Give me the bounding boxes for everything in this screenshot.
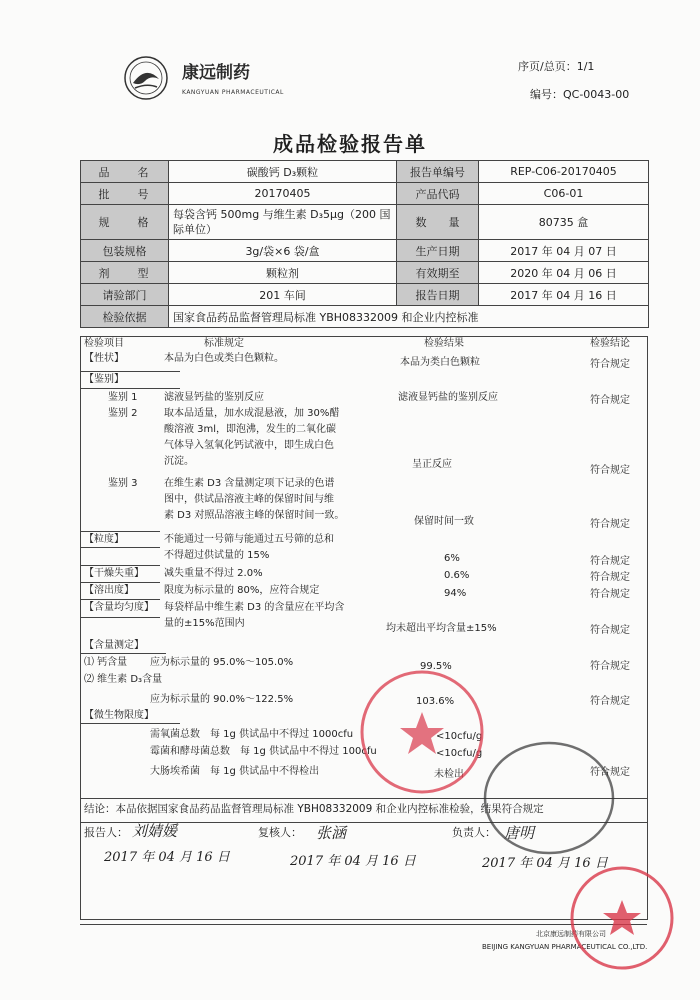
col-header-conclusion: 检验结论 (590, 338, 630, 349)
uniformity-standard-line1: 每袋样品中维生素 D3 的含量应在平均含 (164, 602, 345, 613)
assay1-result: 99.5% (420, 661, 452, 672)
footer-company-cn: 北京康远制药有限公司 (536, 930, 606, 938)
ident1-label: 鉴别 1 (108, 392, 138, 403)
quantity-label: 数 量 (397, 205, 479, 240)
reviewer-label: 复核人： (258, 826, 302, 839)
ident3-result: 保留时间一致 (414, 516, 474, 527)
report-date-label: 报告日期 (397, 284, 479, 306)
divider (80, 599, 160, 600)
ident3-standard-line3: 素 D3 对照品溶液主峰的保留时间一致。 (164, 510, 345, 521)
ident2-standard-line3: 气体导入氢氧化钙试液中，即生成白色 (164, 440, 334, 451)
product-name-value: 碳酸钙 D₃颗粒 (169, 161, 397, 183)
dissolution-result: 94% (444, 588, 467, 599)
uniformity-label: 【含量均匀度】 (84, 602, 154, 613)
assay2-result: 103.6% (416, 696, 455, 707)
divider (80, 547, 160, 548)
reporter-date: 2017 年 04 月 16 日 (104, 850, 230, 865)
dissolution-standard: 限度为标示量的 80%，应符合规定 (164, 585, 320, 596)
micro3-result: 未检出 (434, 769, 464, 780)
granularity-standard-line1: 不能通过一号筛与能通过五号筛的总和 (164, 534, 334, 545)
ident2-label: 鉴别 2 (108, 408, 138, 419)
col-header-result: 检验结果 (424, 338, 464, 349)
divider (80, 565, 160, 566)
owner-signature: 唐明 (504, 824, 535, 842)
ident2-standard-line2: 酸溶液 3ml，即泡沸，发生的二氧化碳 (164, 424, 337, 435)
granularity-conclusion: 符合规定 (590, 556, 630, 567)
dept-value: 201 车间 (169, 284, 397, 306)
micro3-standard: 大肠埃希菌 每 1g 供试品中不得检出 (150, 766, 320, 777)
divider (80, 371, 180, 372)
divider (80, 617, 160, 618)
spec-value: 每袋含钙 500mg 与维生素 D₃5μg（200 国际单位） (169, 205, 397, 240)
package-value: 3g/袋×6 袋/盒 (169, 240, 397, 262)
table-row (81, 262, 649, 284)
table-row (81, 161, 649, 183)
batch-label: 批 号 (81, 183, 169, 205)
ident3-standard-line2: 图中，供试品溶液主峰的保留时间与维 (164, 494, 334, 505)
uniformity-standard-line2: 量的±15%范围内 (164, 618, 245, 629)
owner-date: 2017 年 04 月 16 日 (482, 856, 608, 871)
assay2-conclusion: 符合规定 (590, 696, 630, 707)
reporter-label: 报告人： (84, 826, 128, 839)
form-label: 剂 型 (81, 262, 169, 284)
product-info-table (80, 160, 649, 328)
basis-label: 检验依据 (81, 306, 169, 328)
granularity-result: 6% (444, 553, 460, 564)
dissolution-label: 【溶出度】 (84, 585, 134, 596)
col-header-standard: 标准规定 (204, 338, 244, 349)
page-number: 序页/总页：1/1 (518, 60, 595, 73)
appearance-standard: 本品为白色或类白色颗粒。 (164, 353, 284, 364)
assay2-standard: 应为标示量的 90.0%～122.5% (150, 694, 294, 705)
product-name-label: 品 名 (81, 161, 169, 183)
col-header-item: 检验项目 (84, 338, 124, 349)
ident2-result: 呈正反应 (412, 459, 452, 470)
ident1-conclusion: 符合规定 (590, 395, 630, 406)
conclusion-text: 结论：本品依据国家食品药品监督管理局标准 YBH08332009 和企业内控标准检验，结果符合规定 (84, 803, 544, 815)
table-row (81, 306, 649, 328)
batch-value: 20170405 (169, 183, 397, 205)
appearance-result: 本品为类白色颗粒 (400, 357, 480, 368)
micro-conclusion: 符合规定 (590, 767, 630, 778)
reviewer-date: 2017 年 04 月 16 日 (290, 854, 416, 869)
assay1-standard: 应为标示量的 95.0%～105.0% (150, 657, 294, 668)
table-row (81, 205, 649, 240)
micro2-result: <10cfu/g (436, 748, 483, 759)
report-no-value: REP-C06-20170405 (479, 161, 649, 183)
kangyuan-logo-icon (123, 55, 169, 101)
assay-label: 【含量测定】 (84, 640, 144, 651)
dept-label: 请验部门 (81, 284, 169, 306)
granularity-standard-line2: 不得超过供试量的 15% (164, 550, 270, 561)
assay2-label: ⑵ 维生素 D₃含量 (84, 674, 163, 685)
report-date-value: 2017 年 04 月 16 日 (479, 284, 649, 306)
product-code-value: C06-01 (479, 183, 649, 205)
company-stamp-icon (480, 738, 618, 858)
product-code-label: 产品代码 (397, 183, 479, 205)
ident1-standard: 滤液显钙盐的鉴别反应 (164, 392, 264, 403)
appearance-conclusion: 符合规定 (590, 359, 630, 370)
granularity-label: 【粒度】 (84, 534, 124, 545)
quantity-value: 80735 盒 (479, 205, 649, 240)
assay1-label: ⑴ 钙含量 (84, 657, 128, 668)
document-number: 编号：QC-0043-00 (530, 88, 630, 101)
ident3-standard-line1: 在维生素 D3 含量测定项下记录的色谱 (164, 478, 335, 489)
spec-label: 规 格 (81, 205, 169, 240)
uniformity-result: 均未超出平均含量±15% (386, 623, 497, 634)
divider (80, 723, 180, 724)
dissolution-conclusion: 符合规定 (590, 589, 630, 600)
appearance-label: 【性状】 (84, 353, 124, 364)
company-name-cn: 康远制药 (182, 63, 250, 83)
divider (80, 582, 160, 583)
ident3-conclusion: 符合规定 (590, 519, 630, 530)
identification-label: 【鉴别】 (84, 374, 124, 385)
ident3-label: 鉴别 3 (108, 478, 138, 489)
footer-divider (80, 924, 647, 925)
ident1-result: 滤液显钙盐的鉴别反应 (398, 392, 498, 403)
table-row (81, 240, 649, 262)
distributor-stamp-icon (568, 864, 676, 972)
lod-conclusion: 符合规定 (590, 572, 630, 583)
footer-company-en: BEIJING KANGYUAN PHARMACEUTICAL CO.,LTD. (482, 943, 648, 951)
table-row (81, 284, 649, 306)
lod-result: 0.6% (444, 570, 470, 581)
micro1-standard: 需氧菌总数 每 1g 供试品中不得过 1000cfu (150, 729, 354, 740)
micro1-result: <10cfu/g (436, 731, 483, 742)
expiry-label: 有效期至 (397, 262, 479, 284)
package-label: 包装规格 (81, 240, 169, 262)
mfg-date-label: 生产日期 (397, 240, 479, 262)
basis-value: 国家食品药品监督管理局标准 YBH08332009 和企业内控标准 (169, 306, 649, 328)
divider (80, 531, 160, 532)
reporter-signature: 刘婧媛 (132, 822, 178, 840)
report-no-label: 报告单编号 (397, 161, 479, 183)
owner-label: 负责人： (452, 826, 496, 839)
assay1-conclusion: 符合规定 (590, 661, 630, 672)
ident2-conclusion: 符合规定 (590, 465, 630, 476)
divider (80, 388, 180, 389)
divider (80, 653, 166, 654)
micro2-standard: 霉菌和酵母菌总数 每 1g 供试品中不得过 100cfu (150, 746, 377, 757)
company-name-en: KANGYUAN PHARMACEUTICAL (182, 89, 284, 96)
table-row (81, 183, 649, 205)
lod-label: 【干燥失重】 (84, 568, 144, 579)
lod-standard: 减失重量不得过 2.0% (164, 568, 263, 579)
reviewer-signature: 张涵 (316, 824, 347, 842)
form-value: 颗粒剂 (169, 262, 397, 284)
expiry-value: 2020 年 04 月 06 日 (479, 262, 649, 284)
quality-stamp-icon (358, 668, 486, 796)
uniformity-conclusion: 符合规定 (590, 625, 630, 636)
report-title: 成品检验报告单 (273, 132, 427, 156)
ident2-standard-line4: 沉淀。 (164, 456, 194, 467)
micro-label: 【微生物限度】 (84, 710, 154, 721)
ident2-standard-line1: 取本品适量，加水成混悬液，加 30%醋 (164, 408, 340, 419)
mfg-date-value: 2017 年 04 月 07 日 (479, 240, 649, 262)
